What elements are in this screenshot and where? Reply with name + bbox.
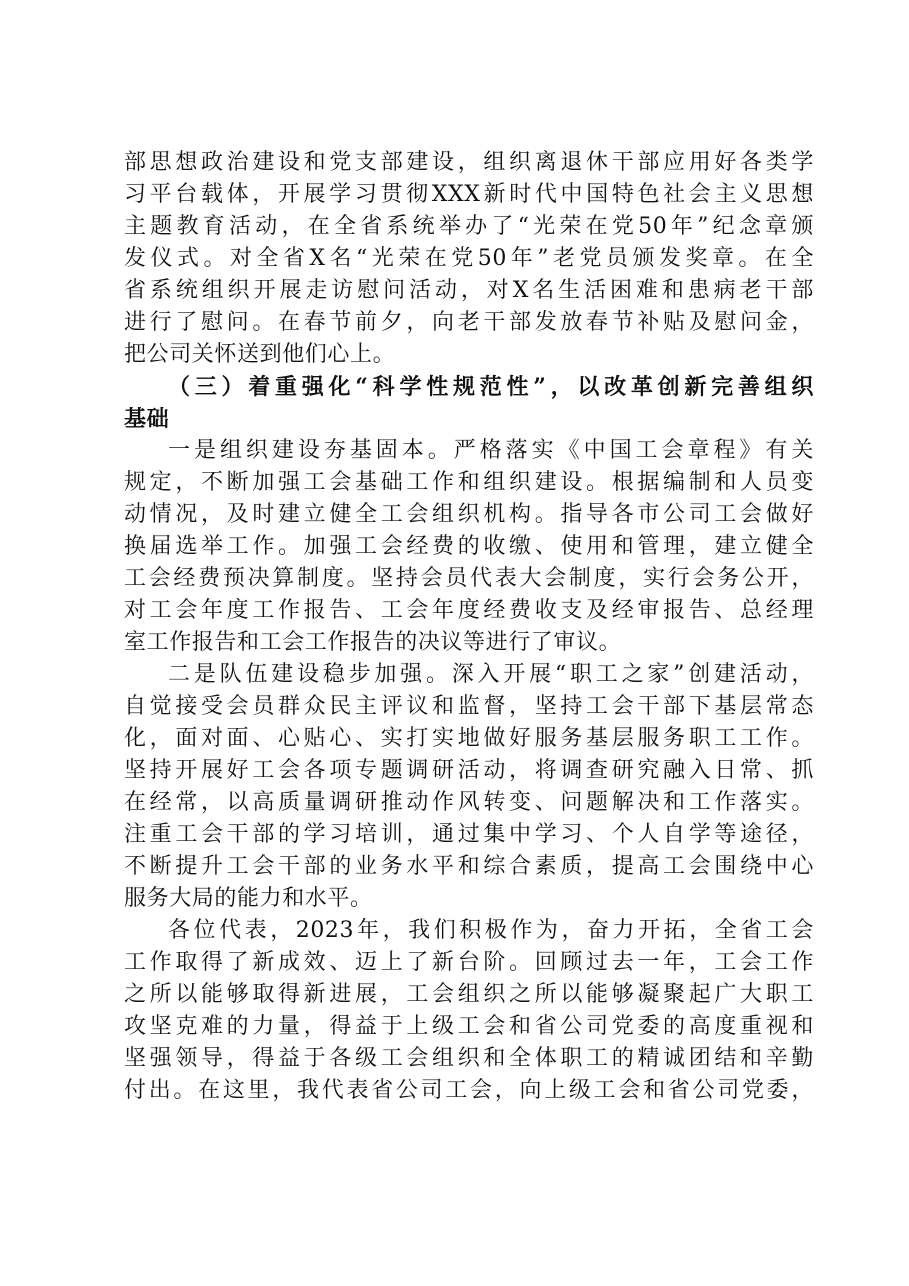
text-line: 习平台载体，开展学习贯彻XXX新时代中国特色社会主义思想 bbox=[124, 182, 814, 207]
text-line: 换届选举工作。加强工会经费的收缴、使用和管理，建立健全 bbox=[124, 534, 814, 559]
paragraph bbox=[124, 915, 814, 1107]
text-line: 不断提升工会干部的业务水平和综合素质，提高工会围绕中心 bbox=[124, 854, 814, 879]
paragraph bbox=[124, 659, 814, 915]
text-line: 坚持开展好工会各项专题调研活动，将调查研究融入日常、抓 bbox=[124, 758, 814, 783]
text-line: 动情况，及时建立健全工会组织机构。指导各市公司工会做好 bbox=[124, 502, 814, 527]
text-line: 付出。在这里，我代表省公司工会，向上级工会和省公司党委， bbox=[124, 1078, 814, 1103]
text-line: 化，面对面、心贴心、实打实地做好服务基层服务职工工作。 bbox=[124, 726, 814, 751]
text-line: 对工会年度工作报告、工会年度经费收支及经审报告、总经理 bbox=[124, 598, 814, 623]
text-line: 一是组织建设夯基固本。严格落实《中国工会章程》有关 bbox=[168, 438, 814, 463]
paragraph bbox=[124, 147, 814, 371]
heading-line: 基础 bbox=[124, 406, 170, 432]
section-heading bbox=[124, 371, 814, 435]
text-line: 发仪式。对全省X名“光荣在党50年”老党员颁发奖章。在全 bbox=[124, 246, 814, 271]
paragraph bbox=[124, 435, 814, 659]
text-line: 各位代表，2023年，我们积极作为，奋力开拓，全省工会 bbox=[168, 918, 814, 943]
text-line: 部思想政治建设和党支部建设，组织离退休干部应用好各类学 bbox=[124, 150, 814, 175]
text-line: 攻坚克难的力量，得益于上级工会和省公司党委的高度重视和 bbox=[124, 1014, 814, 1039]
text-line: 工会经费预决算制度。坚持会员代表大会制度，实行会务公开， bbox=[124, 566, 814, 591]
text-line: 把公司关怀送到他们心上。 bbox=[124, 342, 396, 367]
text-line: 在经常，以高质量调研推动作风转变、问题解决和工作落实。 bbox=[124, 790, 814, 815]
text-line: 注重工会干部的学习培训，通过集中学习、个人自学等途径， bbox=[124, 822, 814, 847]
heading-line: （三）着重强化“科学性规范性”，以改革创新完善组织 bbox=[168, 374, 814, 400]
text-line: 之所以能够取得新进展，工会组织之所以能够凝聚起广大职工 bbox=[124, 982, 814, 1007]
text-line: 省系统组织开展走访慰问活动，对X名生活困难和患病老干部 bbox=[124, 278, 814, 303]
text-line: 服务大局的能力和水平。 bbox=[124, 886, 373, 911]
document-body bbox=[124, 147, 814, 1107]
text-line: 二是队伍建设稳步加强。深入开展“职工之家”创建活动， bbox=[168, 662, 814, 687]
text-line: 规定，不断加强工会基础工作和组织建设。根据编制和人员变 bbox=[124, 470, 814, 495]
text-line: 室工作报告和工会工作报告的决议等进行了审议。 bbox=[124, 630, 622, 655]
text-line: 自觉接受会员群众民主评议和监督，坚持工会干部下基层常态 bbox=[124, 694, 814, 719]
text-line: 进行了慰问。在春节前夕，向老干部发放春节补贴及慰问金， bbox=[124, 310, 814, 335]
text-line: 主题教育活动，在全省系统举办了“光荣在党50年”纪念章颁 bbox=[124, 214, 814, 239]
text-line: 工作取得了新成效、迈上了新台阶。回顾过去一年，工会工作 bbox=[124, 950, 814, 975]
text-line: 坚强领导，得益于各级工会组织和全体职工的精诚团结和辛勤 bbox=[124, 1046, 814, 1071]
